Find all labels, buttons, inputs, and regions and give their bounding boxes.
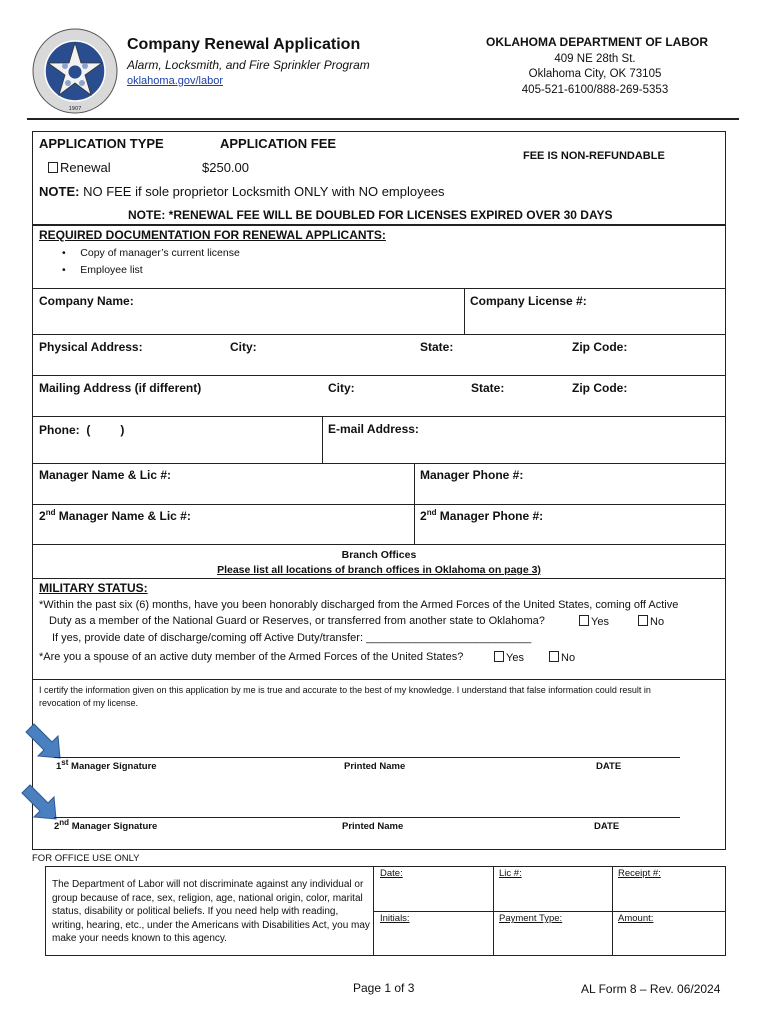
office-amount-field[interactable]: Amount: [618,913,654,924]
svg-text:1907: 1907 [68,106,82,112]
military-question-line1: *Within the past six (6) months, have you been honorably discharged from the Armed Forces of the United States, coming off Active [39,599,679,611]
manager-phone-field[interactable]: Manager Phone #: [420,468,524,482]
first-signature-line[interactable] [54,757,680,758]
divider [33,504,725,505]
branch-offices-note: Please list all locations of branch offices in Oklahoma on page 3) [217,564,541,576]
divider [33,463,725,464]
manager-name-field[interactable]: Manager Name & Lic #: [39,468,172,482]
department-name: OKLAHOMA DEPARTMENT OF LABOR [486,35,708,49]
second-signature-line[interactable] [54,817,680,818]
application-fee-heading: APPLICATION FEE [220,136,337,151]
office-lic-field[interactable]: Lic #: [499,868,522,879]
mailing-address-field[interactable]: Mailing Address (if different) [39,381,202,395]
divider [33,416,725,417]
physical-address-field[interactable]: Physical Address: [39,340,143,354]
mailing-state-field[interactable]: State: [471,381,505,395]
divider [33,288,725,289]
company-name-field[interactable]: Company Name: [39,294,134,308]
military-yes-option[interactable]: Yes [579,615,609,628]
address-city: Oklahoma City, OK 73105 [528,68,662,80]
mailing-city-field[interactable]: City: [328,381,355,395]
renewal-checkbox[interactable] [48,162,58,173]
address-street: 409 NE 28th St. [554,53,636,65]
first-manager-signature-label: 1st Manager Signature [56,757,157,772]
spouse-question: *Are you a spouse of an active duty member of the Armed Forces of the United States? [39,651,464,663]
branch-offices-title: Branch Offices [341,549,417,561]
military-no-checkbox[interactable] [638,615,648,626]
certification-line2: revocation of my license. [39,698,139,708]
spouse-yes-option[interactable]: Yes [494,651,524,664]
department-phone: 405-521-6100/888-269-5353 [521,84,669,96]
office-date-field[interactable]: Date: [380,868,403,879]
second-date-label: DATE [594,821,620,832]
application-type-heading: APPLICATION TYPE [39,136,164,151]
second-printed-name-label: Printed Name [342,821,404,832]
military-yes-checkbox[interactable] [579,615,589,626]
documentation-item: • Copy of manager’s current license [62,247,240,259]
physical-state-field[interactable]: State: [420,340,454,354]
divider [33,375,725,376]
military-no-option[interactable]: No [638,615,664,628]
certification-line1: I certify the information given on this application by me is true and accurate to the best of my knowledge. I understand that false information could result in [39,685,651,695]
program-subtitle: Alarm, Locksmith, and Fire Sprinkler Program [127,58,370,72]
discharge-date-field[interactable]: If yes, provide date of discharge/coming off Active Duty/transfer: ___________________________ [52,632,532,644]
page-number: Page 1 of 3 [353,981,415,995]
second-manager-signature-label: 2nd Manager Signature [54,817,158,832]
header-divider [27,118,739,120]
divider [33,679,725,680]
spouse-no-option[interactable]: No [549,651,575,664]
spouse-yes-checkbox[interactable] [494,651,504,662]
renewal-doubled-note: NOTE: *RENEWAL FEE WILL BE DOUBLED FOR LICENSES EXPIRED OVER 30 DAYS [128,208,613,222]
fee-note: NOTE: NO FEE if sole proprietor Locksmith ONLY with NO employees [39,184,445,199]
divider [33,578,725,579]
office-receipt-field[interactable]: Receipt #: [618,868,661,879]
divider [33,544,725,545]
first-date-label: DATE [596,761,622,772]
office-use-heading: FOR OFFICE USE ONLY [32,853,140,864]
divider [322,416,323,463]
manager2-name-field[interactable]: 2nd Manager Name & Lic #: [39,508,191,523]
company-license-field[interactable]: Company License #: [470,294,587,308]
form-title: Company Renewal Application [127,36,361,53]
email-field[interactable]: E-mail Address: [328,422,419,436]
divider [33,224,725,226]
documentation-item: • Employee list [62,264,143,276]
renewal-option[interactable]: Renewal [48,160,111,175]
eeo-statement: The Department of Labor will not discriminate against any individual or group because of race, sex, religion, age, national origin, color, marital status, disability or political beliefs. If you need help with reading, writing, hearing, etc., under the Americans with Disabilities Act, you may make your needs known to this agency. [52,879,370,944]
sign-here-arrow-icon [24,722,68,762]
form-revision: AL Form 8 – Rev. 06/2024 [581,982,721,996]
physical-zip-field[interactable]: Zip Code: [572,340,628,354]
military-status-heading: MILITARY STATUS: [39,581,148,595]
phone-field[interactable]: Phone: ( ) [39,423,125,437]
divider [464,288,465,334]
spouse-no-checkbox[interactable] [549,651,559,662]
military-question-line2: Duty as a member of the National Guard or Reserves, or transferred from another state to Oklahoma? [49,615,545,627]
physical-city-field[interactable]: City: [230,340,257,354]
office-payment-type-field[interactable]: Payment Type: [499,913,563,924]
first-printed-name-label: Printed Name [344,761,406,772]
mailing-zip-field[interactable]: Zip Code: [572,381,628,395]
documentation-heading: REQUIRED DOCUMENTATION FOR RENEWAL APPLICANTS: [39,228,386,242]
fee-non-refundable: FEE IS NON-REFUNDABLE [523,150,665,162]
manager2-phone-field[interactable]: 2nd Manager Phone #: [420,508,544,523]
oklahoma-state-seal [32,28,118,114]
website-link[interactable]: oklahoma.gov/labor [127,75,224,87]
divider [33,334,725,335]
fee-amount: $250.00 [202,160,249,175]
office-initials-field[interactable]: Initials: [380,913,410,924]
